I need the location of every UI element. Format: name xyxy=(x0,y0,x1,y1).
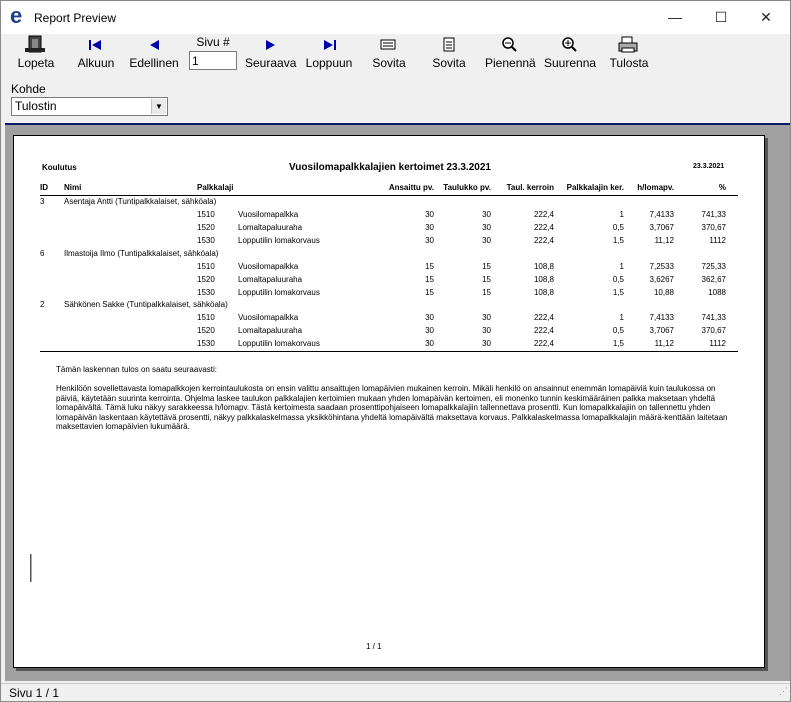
row-taulukko: 15 xyxy=(482,288,491,297)
row-taulukko: 15 xyxy=(482,262,491,271)
row-code: 1510 xyxy=(197,313,215,322)
zoom-out-icon xyxy=(485,34,535,56)
header-pct: % xyxy=(718,183,726,192)
page-number-input[interactable] xyxy=(189,51,237,70)
row-code: 1530 xyxy=(197,339,215,348)
row-taulukko: 30 xyxy=(482,223,491,232)
row-ansaittu: 30 xyxy=(425,326,434,335)
person-name: Sähkönen Sakke (Tuntipalkkalaiset, sähköala) xyxy=(64,300,228,309)
lopeta-label: Lopeta xyxy=(17,56,55,70)
row-kerroin: 222,4 xyxy=(533,210,554,219)
status-bar xyxy=(1,683,790,702)
row-desc: Lomaltapaluuraha xyxy=(238,326,303,335)
row-ker: 1 xyxy=(619,210,624,219)
row-pct: 1112 xyxy=(709,236,726,245)
row-desc: Vuosilomapalkka xyxy=(238,210,299,219)
tulosta-label: Tulosta xyxy=(609,56,649,70)
header-taulukko: Taulukko pv. xyxy=(443,183,491,192)
row-desc: Lomaltapaluuraha xyxy=(238,275,303,284)
printer-icon xyxy=(607,34,651,56)
row-taulukko: 30 xyxy=(482,339,491,348)
report-paragraph: Henkilöön sovellettavasta lomapalkkojen kerrointaulukosta on ensin valittu ansaittujen lomapäivien mukainen kerroin. Mikäli henkilö on ansainnut enemmän lomapäiviä kuin taulukossa on päiviä, käytetään suurinta kerrointa. Ohjelma laskee taulukon palkkalajien kertoimien mukaan yhden lomapäivän kertoimen, eli monenko tunnin keskimääräinen palkka maksetaan yhdeltä lomapäivältä. Tämä luku näkyy sarakkeessa h/lomapv. Tästä kertoimesta saadaan prosenttipohjaiseen lomapalkkalajiin tallennettava prosentti. Kun lomapalkkalajiin on tallennettu yhden lomapäivän laskentaan käytettävä prosentti, näkyy palkkalaskelmassa yksikköhintana yhdeltä lomapäivältä maksettava korvaus. Palkkalaskelmassa lomapalkkalajin määrä-kenttään laitetaan maksettavien lomapäivien lukumäärä. xyxy=(56,384,728,431)
row-ker: 0,5 xyxy=(612,223,624,232)
header-nimi: Nimi xyxy=(64,183,82,192)
sovita-width-label: Sovita xyxy=(372,56,406,70)
row-hlomapv: 11,12 xyxy=(654,339,674,348)
row-pct: 741,33 xyxy=(701,313,726,322)
vertical-mark-icon xyxy=(28,554,34,582)
row-taulukko: 30 xyxy=(482,236,491,245)
app-logo-icon: e xyxy=(10,3,23,28)
row-desc: Lomaltapaluuraha xyxy=(238,223,303,232)
header-palkkalajin-ker: Palkkalajin ker. xyxy=(566,183,624,192)
row-code: 1520 xyxy=(197,275,215,284)
target-label: Kohde xyxy=(11,82,46,96)
row-taulukko: 30 xyxy=(482,313,491,322)
row-code: 1530 xyxy=(197,288,215,297)
zoom-in-icon xyxy=(544,34,596,56)
suurenna-label: Suurenna xyxy=(544,56,597,70)
chevron-down-icon[interactable]: ▼ xyxy=(151,99,166,114)
row-pct: 1088 xyxy=(708,288,726,297)
row-taulukko: 30 xyxy=(482,326,491,335)
seuraava-button[interactable] xyxy=(245,34,295,76)
row-taulukko: 30 xyxy=(482,210,491,219)
person-name: Ilmastoija Ilmo (Tuntipalkkalaiset, sähköala) xyxy=(64,249,219,258)
target-select-value: Tulostin xyxy=(15,99,57,113)
row-pct: 725,33 xyxy=(701,262,726,271)
row-taulukko: 15 xyxy=(482,275,491,284)
row-code: 1520 xyxy=(197,223,215,232)
row-hlomapv: 7,4133 xyxy=(649,210,674,219)
row-ansaittu: 15 xyxy=(425,288,434,297)
maximize-button[interactable]: ☐ xyxy=(714,9,728,25)
row-desc: Lopputilin lomakorvaus xyxy=(238,288,320,297)
row-kerroin: 108,8 xyxy=(533,288,554,297)
row-ker: 1 xyxy=(619,262,624,271)
person-id: 2 xyxy=(40,300,45,309)
report-preview-area[interactable] xyxy=(5,123,790,681)
row-ansaittu: 15 xyxy=(425,275,434,284)
alkuun-button[interactable] xyxy=(73,34,119,76)
row-ansaittu: 30 xyxy=(425,313,434,322)
row-hlomapv: 3,6267 xyxy=(649,275,674,284)
row-desc: Lopputilin lomakorvaus xyxy=(238,339,320,348)
row-ansaittu: 30 xyxy=(425,339,434,348)
report-intro: Tämän laskennan tulos on saatu seuraavasti: xyxy=(56,365,217,374)
title-bar xyxy=(1,1,790,34)
seuraava-label: Seuraava xyxy=(245,56,297,70)
toolbar xyxy=(1,34,790,76)
last-page-icon xyxy=(305,34,353,56)
page-number-box xyxy=(187,36,239,76)
row-ansaittu: 30 xyxy=(425,210,434,219)
first-page-icon xyxy=(73,34,119,56)
page-number-label: Sivu # xyxy=(196,35,230,49)
next-page-icon xyxy=(245,34,295,56)
window-title: Report Preview xyxy=(34,11,117,25)
edellinen-button[interactable] xyxy=(129,34,179,76)
minimize-button[interactable]: — xyxy=(668,9,682,25)
row-hlomapv: 10,88 xyxy=(653,288,674,297)
row-kerroin: 108,8 xyxy=(533,262,554,271)
row-ker: 0,5 xyxy=(612,326,624,335)
header-palkkalaji: Palkkalaji xyxy=(197,183,234,192)
row-pct: 370,67 xyxy=(701,223,726,232)
row-pct: 370,67 xyxy=(701,326,726,335)
status-page-text: Sivu 1 / 1 xyxy=(9,686,60,700)
row-ker: 1,5 xyxy=(612,288,624,297)
row-kerroin: 222,4 xyxy=(533,339,554,348)
loppuun-button[interactable] xyxy=(305,34,353,76)
sovita-width-button[interactable] xyxy=(367,34,411,76)
suurenna-button[interactable] xyxy=(544,34,596,76)
row-code: 1510 xyxy=(197,210,215,219)
report-page xyxy=(13,135,765,668)
person-id: 3 xyxy=(40,197,45,206)
loppuun-label: Loppuun xyxy=(305,56,353,70)
person-name: Asentaja Antti (Tuntipalkkalaiset, sähköala) xyxy=(64,197,217,206)
header-kerroin: Taul. kerroin xyxy=(506,183,554,192)
alkuun-label: Alkuun xyxy=(77,56,115,70)
edellinen-label: Edellinen xyxy=(129,56,179,70)
header-id: ID xyxy=(40,183,48,192)
row-desc: Lopputilin lomakorvaus xyxy=(238,236,320,245)
row-code: 1520 xyxy=(197,326,215,335)
header-ansaittu: Ansaittu pv. xyxy=(388,183,434,192)
sovita-page-button[interactable] xyxy=(427,34,471,76)
row-hlomapv: 3,7067 xyxy=(649,326,674,335)
report-date: 23.3.2021 xyxy=(693,163,725,170)
row-ansaittu: 15 xyxy=(425,262,434,271)
row-desc: Vuosilomapalkka xyxy=(238,262,299,271)
row-pct: 741,33 xyxy=(701,210,726,219)
resize-grip-icon[interactable]: ⋰ xyxy=(779,686,788,696)
row-kerroin: 222,4 xyxy=(533,313,554,322)
header-divider xyxy=(40,195,738,196)
row-hlomapv: 3,7067 xyxy=(649,223,674,232)
sovita-page-label: Sovita xyxy=(432,56,466,70)
pienenna-button[interactable] xyxy=(485,34,535,76)
lopeta-button[interactable] xyxy=(13,34,59,76)
table-bottom-divider xyxy=(40,351,738,352)
row-kerroin: 222,4 xyxy=(533,223,554,232)
row-kerroin: 108,8 xyxy=(533,275,554,284)
person-id: 6 xyxy=(40,249,45,258)
row-ker: 1,5 xyxy=(612,236,624,245)
report-company: Koulutus xyxy=(42,163,77,172)
target-select[interactable] xyxy=(11,97,168,116)
exit-door-icon xyxy=(13,34,59,56)
row-hlomapv: 11,12 xyxy=(654,236,674,245)
tulosta-button[interactable] xyxy=(607,34,651,76)
row-kerroin: 222,4 xyxy=(533,236,554,245)
row-ker: 1,5 xyxy=(612,339,624,348)
row-ker: 1 xyxy=(619,313,624,322)
row-pct: 1112 xyxy=(709,339,726,348)
row-kerroin: 222,4 xyxy=(533,326,554,335)
row-pct: 362,67 xyxy=(701,275,726,284)
row-hlomapv: 7,4133 xyxy=(649,313,674,322)
row-ker: 0,5 xyxy=(612,275,624,284)
row-code: 1510 xyxy=(197,262,215,271)
pienenna-label: Pienennä xyxy=(485,56,536,70)
row-code: 1530 xyxy=(197,236,215,245)
close-button[interactable]: ✕ xyxy=(760,9,772,25)
previous-page-icon xyxy=(129,34,179,56)
row-ansaittu: 30 xyxy=(425,236,434,245)
fit-width-icon xyxy=(367,34,411,56)
report-title: Vuosilomapalkkalajien kertoimet 23.3.2021 xyxy=(289,162,491,173)
fit-page-icon xyxy=(427,34,471,56)
row-desc: Vuosilomapalkka xyxy=(238,313,299,322)
page-footer-number: 1 / 1 xyxy=(366,642,382,651)
header-hlomapv: h/lomapv. xyxy=(637,183,674,192)
row-hlomapv: 7,2533 xyxy=(649,262,674,271)
row-ansaittu: 30 xyxy=(425,223,434,232)
